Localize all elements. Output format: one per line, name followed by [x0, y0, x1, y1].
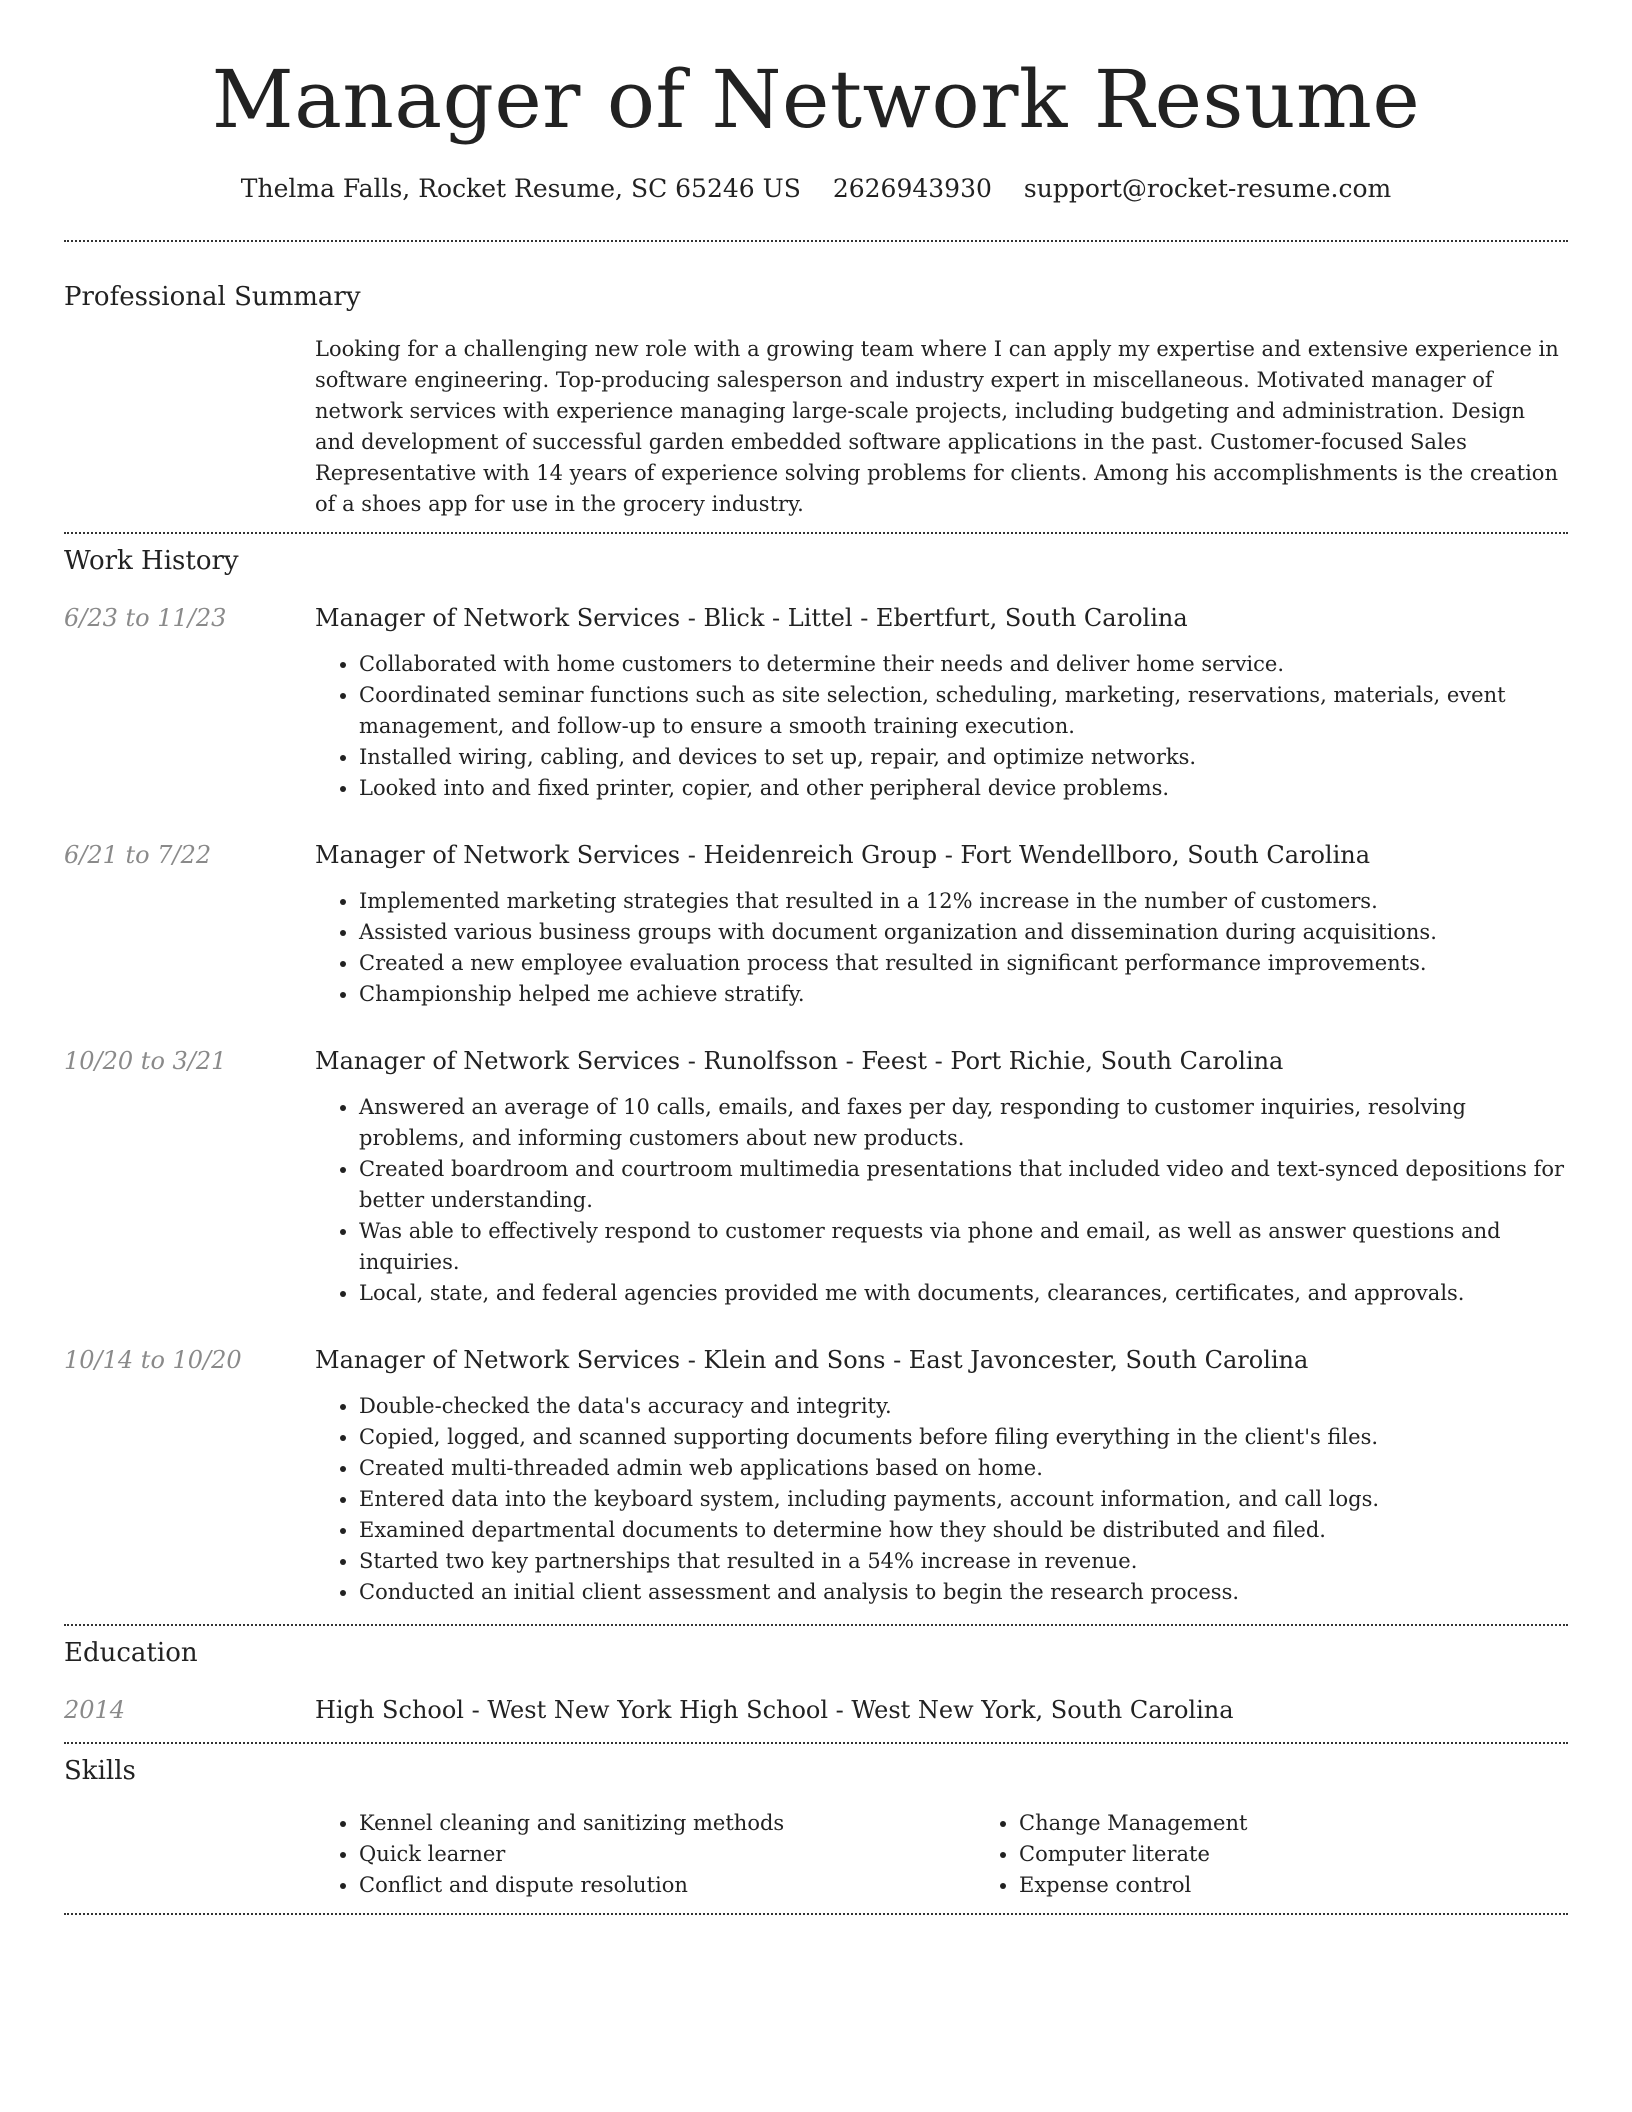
list-item: • Collaborated with home customers to determine their needs and deliver home service. [359, 649, 1568, 680]
list-item: • Examined departmental documents to determine how they should be distributed and filed. [359, 1515, 1568, 1546]
section-divider [64, 1913, 1568, 1915]
job-entry [64, 1044, 1568, 1309]
job-title: Manager of Network Services - Runolfsson - Feest - Port Richie, South Carolina [315, 1047, 1284, 1075]
list-item: • Conducted an initial client assessment and analysis to begin the research process. [359, 1577, 1568, 1608]
contact-email: support@rocket-resume.com [1023, 174, 1392, 203]
job-title: Manager of Network Services - Heidenreich Group - Fort Wendellboro, South Carolina [315, 841, 1371, 869]
list-item: • Created boardroom and courtroom multimedia presentations that included video and text-synced depositions for better understanding. [359, 1154, 1568, 1216]
list-item: • Quick learner [359, 1839, 975, 1870]
job-bullets [315, 649, 1568, 804]
summary-heading: Professional Summary [64, 282, 361, 312]
job-entry [64, 838, 1568, 1010]
job-bullets [315, 1092, 1568, 1309]
skills-column-right [975, 1808, 1632, 1901]
contact-info [64, 172, 1568, 206]
education-title: High School - West New York High School - West New York, South Carolina [315, 1696, 1234, 1724]
job-bullets [315, 1391, 1568, 1608]
education-entry [64, 1693, 1568, 1727]
summary-text: Looking for a challenging new role with a growing team where I can apply my expertise and extensive experience in software engineering. Top-producing salesperson and industry expert in miscellaneous. Motivated manager of network services with experience managing large-scale projects, including budgeting and administration. Design and development of successful garden embedded software applications in the past. Customer-focused Sales Representative with 14 years of experience solving problems for clients. Among his accomplishments is the creation of a shoes app for use in the grocery industry. [315, 337, 1559, 516]
list-item: • Kennel cleaning and sanitizing methods [359, 1808, 975, 1839]
list-item: • Entered data into the keyboard system, including payments, account information, and call logs. [359, 1484, 1568, 1515]
job-title: Manager of Network Services - Klein and Sons - East Javoncester, South Carolina [315, 1346, 1309, 1374]
contact-phone: 2626943930 [832, 174, 992, 203]
work-history-section [64, 534, 1568, 1608]
list-item: • Championship helped me achieve stratify. [359, 979, 1568, 1010]
skills-list [315, 1808, 1568, 1901]
job-dates: 10/20 to 3/21 [64, 1047, 227, 1075]
skills-heading: Skills [64, 1756, 136, 1786]
list-item: • Local, state, and federal agencies provided me with documents, clearances, certificates, and approvals. [359, 1278, 1568, 1309]
list-item: • Computer literate [1019, 1839, 1632, 1870]
list-item: • Assisted various business groups with document organization and dissemination during acquisitions. [359, 917, 1568, 948]
list-item: • Started two key partnerships that resulted in a 54% increase in revenue. [359, 1546, 1568, 1577]
job-title: Manager of Network Services - Blick - Littel - Ebertfurt, South Carolina [315, 604, 1188, 632]
job-dates: 6/21 to 7/22 [64, 841, 212, 869]
list-item: • Installed wiring, cabling, and devices to set up, repair, and optimize networks. [359, 742, 1568, 773]
list-item: • Conflict and dispute resolution [359, 1870, 975, 1901]
education-heading: Education [64, 1638, 198, 1668]
list-item: • Created multi-threaded admin web applications based on home. [359, 1453, 1568, 1484]
list-item: • Change Management [1019, 1808, 1632, 1839]
resume-header [64, 0, 1568, 206]
list-item: • Double-checked the data's accuracy and integrity. [359, 1391, 1568, 1422]
list-item: • Created a new employee evaluation process that resulted in significant performance improvements. [359, 948, 1568, 979]
skills-section [64, 1744, 1568, 1901]
contact-address: Thelma Falls, Rocket Resume, SC 65246 US [240, 174, 801, 203]
skills-column-left [315, 1808, 975, 1901]
list-item: • Coordinated seminar functions such as site selection, scheduling, marketing, reservations, materials, event management, and follow-up to ensure a smooth training execution. [359, 680, 1568, 742]
list-item: • Answered an average of 10 calls, emails, and faxes per day, responding to customer inquiries, resolving problems, and informing customers about new products. [359, 1092, 1568, 1154]
job-bullets [315, 886, 1568, 1010]
list-item: • Was able to effectively respond to customer requests via phone and email, as well as answer questions and inquiries. [359, 1216, 1568, 1278]
list-item: • Implemented marketing strategies that resulted in a 12% increase in the number of customers. [359, 886, 1568, 917]
education-year: 2014 [64, 1696, 126, 1724]
job-entry [64, 601, 1568, 804]
list-item: • Copied, logged, and scanned supporting documents before filing everything in the client's files. [359, 1422, 1568, 1453]
list-item: • Looked into and fixed printer, copier, and other peripheral device problems. [359, 773, 1568, 804]
education-section [64, 1626, 1568, 1727]
list-item: • Expense control [1019, 1870, 1632, 1901]
work-history-heading: Work History [64, 546, 239, 576]
resume-title: Manager of Network Resume [211, 53, 1421, 146]
job-entry [64, 1343, 1568, 1608]
job-dates: 10/14 to 10/20 [64, 1346, 242, 1374]
job-dates: 6/23 to 11/23 [64, 604, 227, 632]
summary-section [64, 242, 1568, 520]
